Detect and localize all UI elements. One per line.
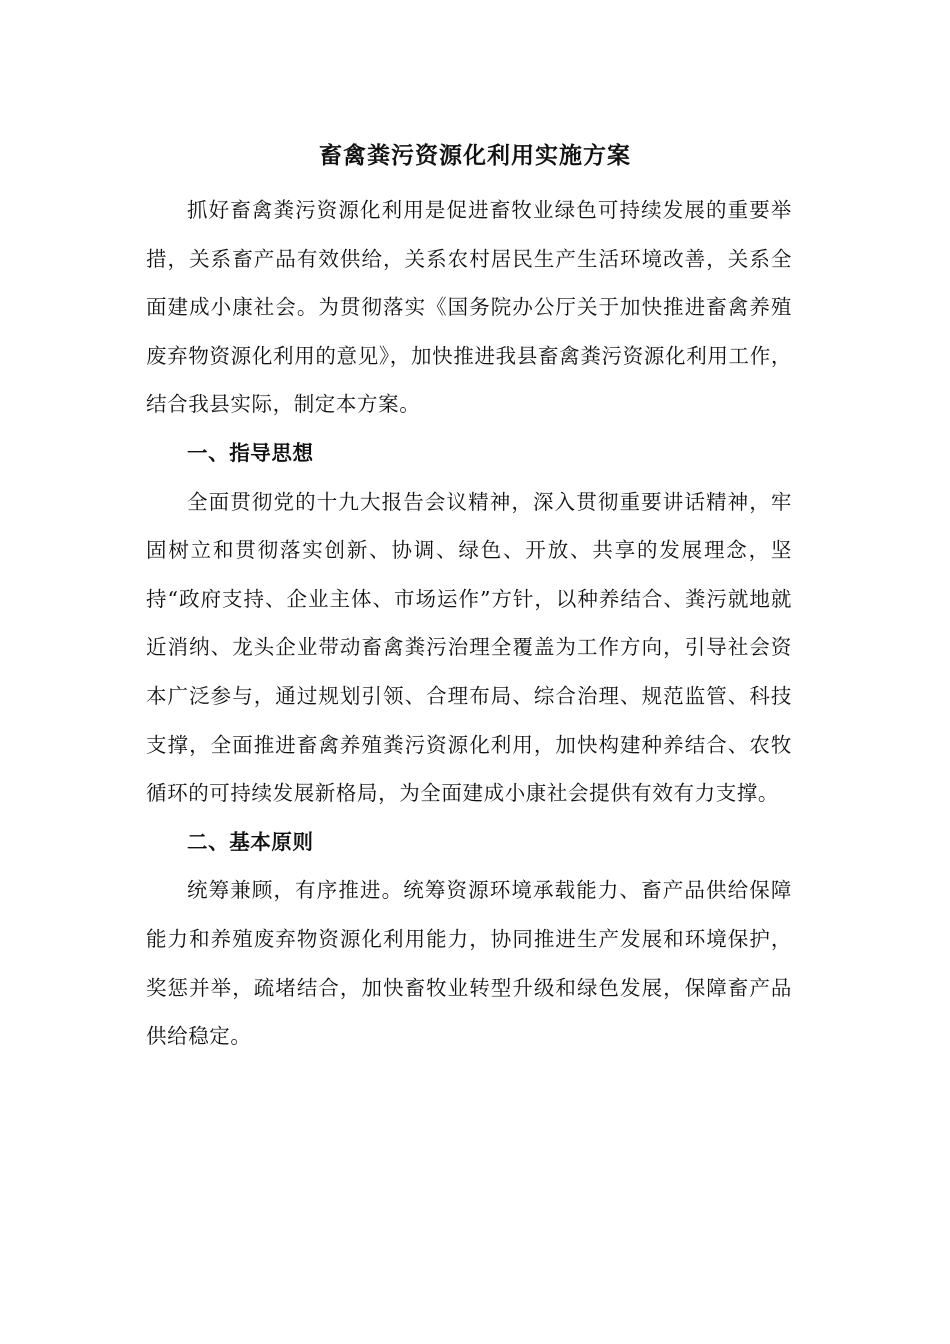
document-title: 畜禽粪污资源化利用实施方案 xyxy=(319,142,631,169)
section-paragraph-basic-principles: 统筹兼顾，有序推进。统筹资源环境承载能力、畜产品供给保障能力和养殖废弃物资源化利用能力，协同推进生产发展和环境保护，奖惩并举，疏堵结合，加快畜牧业转型升级和绿色发展，保障畜产品供给稳定。 xyxy=(146,878,792,1049)
section-heading-basic-principles: 二、基本原则 xyxy=(187,829,314,854)
section-paragraph-guiding-ideology: 全面贯彻党的十九大报告会议精神，深入贯彻重要讲话精神，牢固树立和贯彻落实创新、协调、绿色、开放、共享的发展理念，坚持“政府支持、企业主体、市场运作”方针，以种养结合、粪污就地就近消纳、龙头企业带动畜禽粪污治理全覆盖为工作方向，引导社会资本广泛参与，通过规划引领、合理布局、综合治理、规范监管、科技支撑，全面推进畜禽养殖粪污资源化利用，加快构建种养结合、农牧循环的可持续发展新格局，为全面建成小康社会提供有效有力支撑。 xyxy=(146,489,792,806)
intro-paragraph: 抓好畜禽粪污资源化利用是促进畜牧业绿色可持续发展的重要举措，关系畜产品有效供给，关系农村居民生产生活环境改善，关系全面建成小康社会。为贯彻落实《国务院办公厅关于加快推进畜禽养殖废弃物资源化利用的意见》，加快推进我县畜禽粪污资源化利用工作，结合我县实际，制定本方案。 xyxy=(146,198,792,417)
section-heading-guiding-ideology: 一、指导思想 xyxy=(187,440,314,465)
document-body xyxy=(146,186,792,1061)
